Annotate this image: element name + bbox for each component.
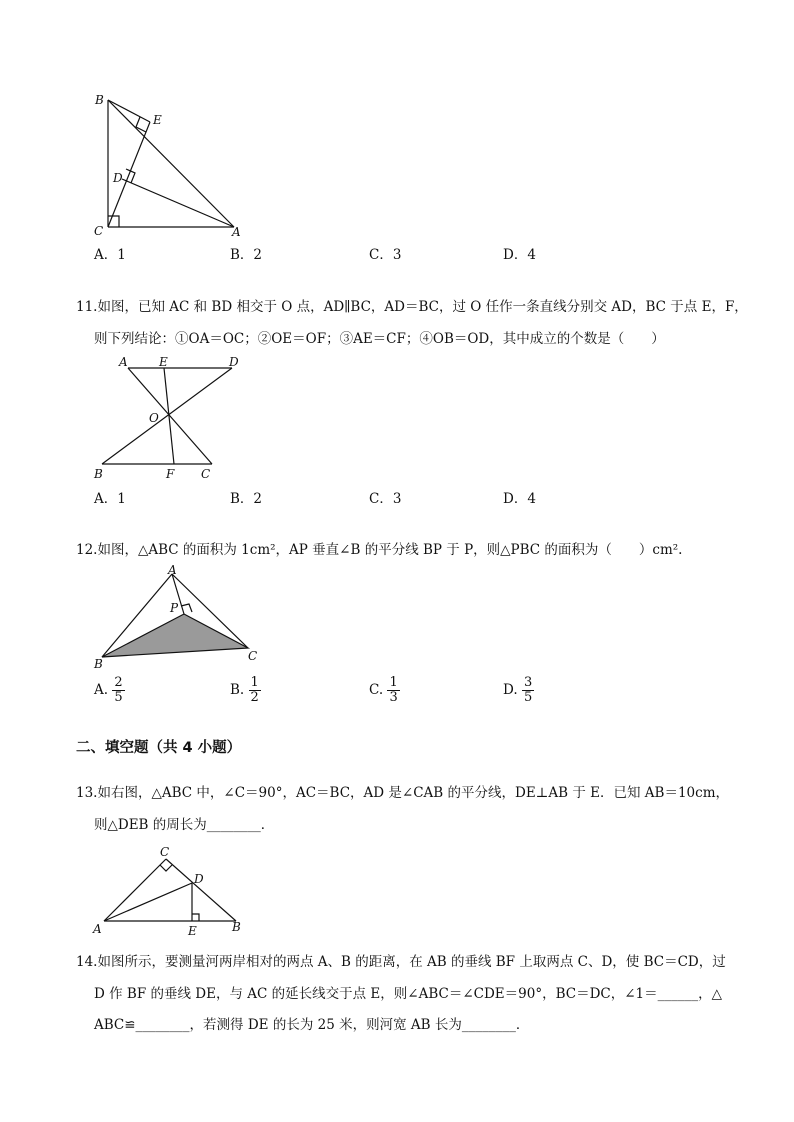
q11-option-b: B．2 [230, 491, 263, 507]
q11-option-c: C．3 [369, 491, 402, 507]
q12-option-c-fraction: $\frac{1}{3}$ [389, 675, 398, 705]
q11-figure [88, 352, 248, 482]
q10-segment-be [108, 100, 150, 122]
q12-label-b: B [94, 657, 103, 671]
q13-segment-ad [104, 883, 192, 921]
q13-right-angle-e [192, 914, 199, 921]
q13-label-a: A [93, 922, 102, 936]
q13-figure [88, 843, 258, 938]
q10-option-c: C．3 [369, 247, 402, 263]
q13-label-d: D [194, 872, 204, 886]
q13-label-e: E [188, 924, 197, 938]
q13-label-c: C [160, 845, 170, 859]
q10-label-e: E [153, 113, 162, 127]
q11-label-d: D [229, 355, 239, 369]
q13-label-b: B [232, 920, 241, 934]
q12-label-p: P [170, 601, 179, 615]
q10-segment-da [122, 179, 234, 227]
q11-label-b: B [94, 467, 103, 481]
q11-label-o: O [149, 411, 159, 425]
q10-label-a: A [232, 225, 241, 239]
q11-text-line2: 则下列结论：①OA＝OC；②OE＝OF；③AE＝CF；④OB＝OD，其中成立的个数是（ ） [94, 331, 665, 347]
q12-option-d-label: D. [503, 682, 518, 698]
q13-segment-ac [104, 859, 166, 921]
section-heading: 二、填空题（共 4 小题） [76, 740, 242, 756]
q10-label-c: C [94, 224, 104, 238]
q11-text-line1: 11.如图，已知 AC 和 BD 相交于 O 点，AD∥BC，AD＝BC，过 O 任作一条直线分别交 AD，BC 于点 E，F， [76, 299, 748, 315]
q10-option-b: B．2 [230, 247, 263, 263]
q10-option-d: D．4 [503, 247, 536, 263]
q11-segment-db [102, 368, 232, 464]
q11-label-a: A [119, 355, 128, 369]
q11-label-f: F [166, 467, 175, 481]
q10-label-d: D [113, 171, 123, 185]
q13-right-angle-c [160, 865, 172, 871]
q13-text-line2: 则△DEB 的周长为________． [94, 817, 275, 833]
q12-text-line1: 12.如图，△ABC 的面积为 1cm²，AP 垂直∠B 的平分线 BP 于 P，则△PBC 的面积为（ ）cm². [76, 542, 683, 558]
q11-segment-ac [128, 368, 212, 464]
q12-option-a-label: A. [94, 682, 109, 698]
q10-figure [90, 88, 250, 240]
q12-figure [88, 562, 268, 672]
q10-label-b: B [95, 93, 104, 107]
q11-label-e: E [159, 355, 168, 369]
q11-option-d: D．4 [503, 491, 536, 507]
q10-segment-ba [108, 100, 234, 227]
q14-text-line2: D 作 BF 的垂线 DE，与 AC 的延长线交于点 E，则∠ABC＝∠CDE＝90°，BC＝DC，∠1＝______，△ [94, 986, 723, 1002]
q12-label-a: A [168, 563, 177, 577]
q11-segment-ef [164, 368, 174, 464]
q12-option-b-fraction: $\frac{1}{2}$ [250, 675, 259, 705]
q12-label-c: C [248, 649, 258, 663]
q10-option-a: A．1 [94, 247, 126, 263]
q12-option-c [369, 676, 400, 705]
q12-option-d [503, 676, 534, 705]
q12-option-b-label: B. [230, 682, 245, 698]
q12-option-b [230, 676, 261, 705]
q14-text-line1: 14.如图所示，要测量河两岸相对的两点 A、B 的距离，在 AB 的垂线 BF 上取两点 C、D，使 BC＝CD，过 [76, 954, 726, 970]
q12-option-d-fraction: $\frac{3}{5}$ [523, 675, 533, 705]
q11-label-c: C [201, 467, 211, 481]
q12-option-c-label: C. [369, 682, 384, 698]
q12-shaded-triangle-pbc [102, 614, 248, 657]
q14-text-line3: ABC≌________，若测得 DE 的长为 25 米，则河宽 AB 长为________． [94, 1017, 530, 1033]
q12-option-a [94, 676, 125, 705]
q11-option-a: A．1 [94, 491, 126, 507]
q13-text-line1: 13.如右图，△ABC 中，∠C＝90°，AC＝BC，AD 是∠CAB 的平分线，DE⊥AB 于 E．已知 AB＝10cm， [76, 785, 729, 801]
q12-option-a-fraction: $\frac{2}{5}$ [114, 675, 123, 705]
